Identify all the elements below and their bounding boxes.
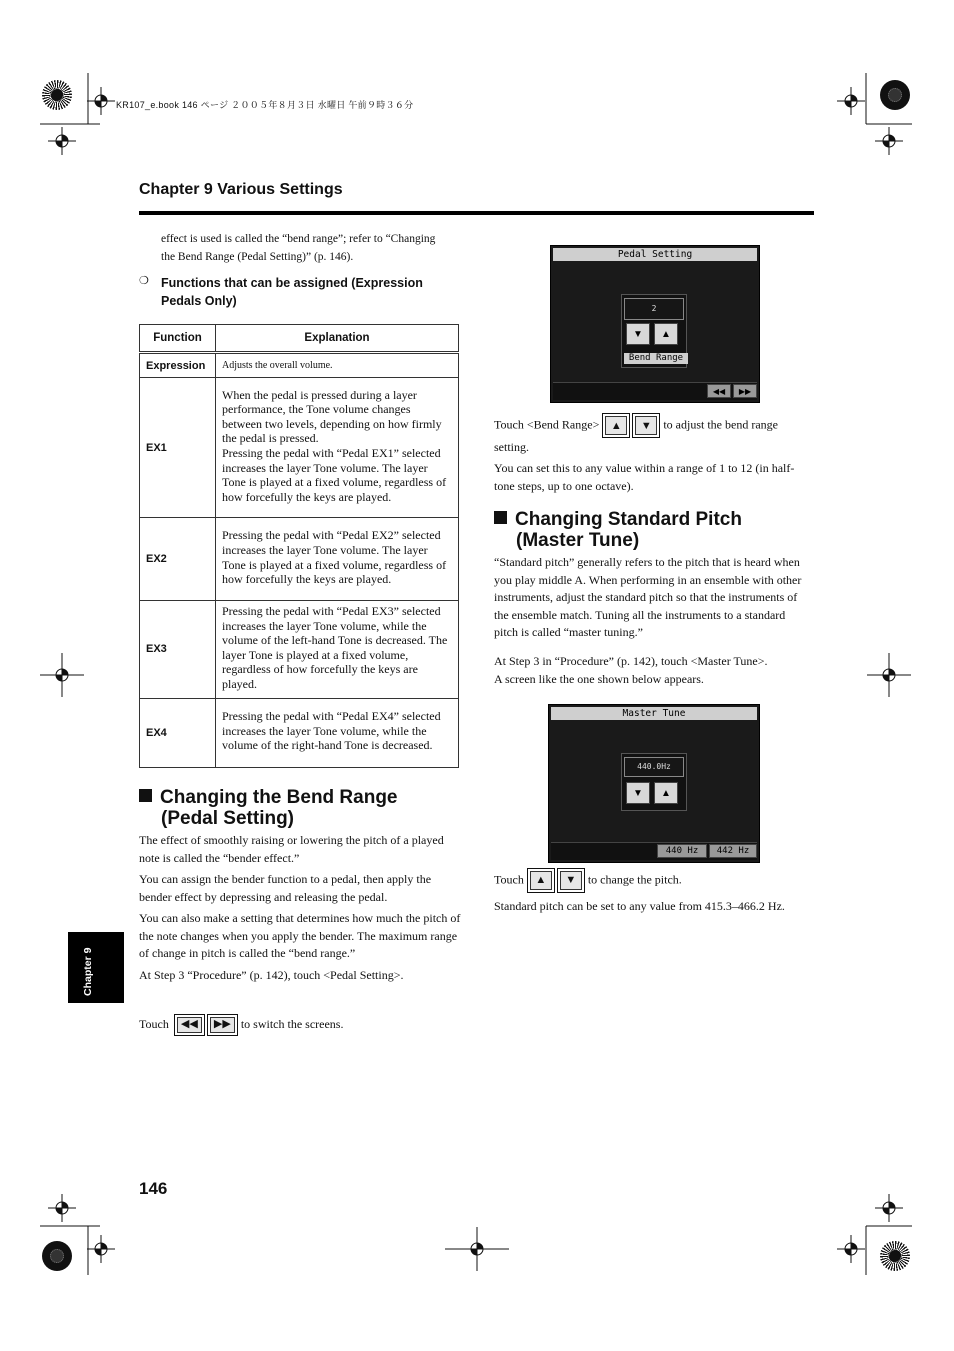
bend-range-body (139, 832, 461, 984)
screen-title: Pedal Setting (553, 248, 757, 261)
bend-range-button[interactable]: Bend Range (624, 353, 688, 364)
master-tune-screen (548, 704, 760, 863)
bend-range-touch-instruction (494, 413, 814, 456)
down-arrow-icon[interactable]: ▼ (632, 413, 660, 438)
master-tune-heading (494, 509, 814, 551)
function-cell: EX3 (140, 601, 216, 699)
up-arrow-icon[interactable]: ▲ (527, 868, 555, 893)
master-paragraph-2-line1: At Step 3 in “Procedure” (p. 142), touch <Master Tune>. (494, 654, 768, 668)
table-row (140, 601, 459, 699)
screen-bottom-bar (553, 382, 757, 400)
master-tune-value: 440.0Hz (624, 757, 684, 777)
rewind-icon[interactable]: ◀◀ (174, 1014, 205, 1036)
master-heading-line1: Changing Standard Pitch (515, 509, 742, 530)
pitch-touch-suffix: to change the pitch. (587, 872, 682, 887)
file-info-header: KR107_e.book 146 ページ ２００５年８月３日 水曜日 午前９時３６分 (116, 100, 414, 110)
master-heading-line2: (Master Tune) (516, 530, 640, 551)
explanation-cell: Pressing the pedal with “Pedal EX3” selected increases the layer Tone volume, while the volume of the left-hand Tone is decreased. The layer Tone is played at a fixed volume, regardless of how forcefully the keys are played. (216, 601, 459, 699)
explanation-cell: Adjusts the overall volume. (216, 353, 459, 378)
function-cell: Expression (140, 353, 216, 378)
side-tab-label: Chapter 9 (82, 947, 94, 996)
down-arrow-icon[interactable]: ▼ (557, 868, 585, 893)
bullet-icon: ❍ (139, 275, 149, 287)
switch-screens-text: to switch the screens. (240, 1016, 344, 1031)
pitch-touch-instruction (494, 868, 814, 893)
master-paragraph-1: “Standard pitch” generally refers to the pitch that is heard when you play middle A. When performing in an ensemble with other instruments, adjust the standard pitch so that the instruments of the ensemble match. Tuning all the instruments to a standard pitch is called “master tuning.” (494, 555, 802, 639)
functions-heading-text: Functions that can be assigned (Expression Pedals Only) (161, 276, 423, 308)
bend-heading-line2: (Pedal Setting) (161, 808, 295, 829)
preset-440-button[interactable]: 440 Hz (657, 844, 707, 858)
preset-442-button[interactable]: 442 Hz (709, 844, 757, 858)
screen-title: Master Tune (551, 707, 757, 720)
function-cell: EX4 (140, 698, 216, 767)
table-header: Explanation (216, 325, 459, 353)
bend-paragraph-1: The effect of smoothly raising or lowering the pitch of a played note is called the “bender effect.” (139, 833, 444, 865)
table-row (140, 378, 459, 518)
bend-range-value: 2 (624, 298, 684, 320)
up-arrow-icon[interactable]: ▲ (602, 413, 630, 438)
bend-paragraph-3: You can also make a setting that determines how much the pitch of the note changes when you apply the bender. The maximum range of change in pitch is called the “bend range.” (139, 911, 461, 960)
table-row (140, 698, 459, 767)
table-row (140, 518, 459, 601)
screen-bottom-bar (551, 842, 757, 860)
master-paragraph-2-line2: A screen like the one shown below appears. (494, 672, 704, 686)
section-square-icon (139, 789, 152, 802)
functions-heading (139, 274, 459, 310)
switch-screens-instruction (139, 1014, 469, 1036)
chapter-side-tab (68, 932, 124, 1003)
function-cell: EX2 (140, 518, 216, 601)
functions-table (139, 324, 459, 768)
page-number: 146 (139, 1179, 168, 1198)
pedal-setting-screen (550, 245, 760, 403)
chapter-title: Chapter 9 Various Settings (139, 181, 343, 198)
up-arrow-icon[interactable]: ▲ (654, 323, 678, 345)
fast-forward-icon[interactable]: ▶▶ (733, 384, 757, 398)
bend-touch-prefix: Touch <Bend Range> (494, 417, 600, 432)
table-header-row (140, 325, 459, 353)
touch-label: Touch (139, 1016, 169, 1031)
table-row (140, 353, 459, 378)
intro-paragraph: effect is used is called the “bend range”; refer to “Changing the Bend Range (Pedal Setting)” (p. 146). (161, 233, 436, 263)
pitch-touch-prefix: Touch (494, 872, 524, 887)
pitch-range-note: Standard pitch can be set to any value from 415.3–466.2 Hz. (494, 899, 785, 913)
bend-heading-line1: Changing the Bend Range (160, 787, 398, 808)
master-tune-panel (621, 753, 687, 811)
explanation-cell: When the pedal is pressed during a layer performance, the Tone volume changes between two levels, depending on how firmly the pedal is pressed. Pressing the pedal with “Pedal EX1” selected increases the layer Tone volume. The layer Tone is played at a fixed volume, regardless of how forcefully the keys are played. (216, 378, 459, 518)
bend-range-note: You can set this to any value within a range of 1 to 12 (in half-tone steps, up to one octave). (494, 461, 795, 493)
down-arrow-icon[interactable]: ▼ (626, 323, 650, 345)
bend-touch-suffix: to adjust the bend range setting. (494, 417, 778, 454)
function-cell: EX1 (140, 378, 216, 518)
explanation-cell: Pressing the pedal with “Pedal EX4” selected increases the layer Tone volume, while the volume of the right-hand Tone is decreased. (216, 698, 459, 767)
bend-range-heading (139, 787, 459, 829)
chapter-rule (139, 211, 814, 215)
bend-paragraph-4: At Step 3 “Procedure” (p. 142), touch <Pedal Setting>. (139, 967, 404, 982)
explanation-cell: Pressing the pedal with “Pedal EX2” selected increases the layer Tone volume. The layer Tone is played at a fixed volume, regardless of how forcefully the keys are played. (216, 518, 459, 601)
rewind-icon[interactable]: ◀◀ (707, 384, 731, 398)
section-square-icon (494, 511, 507, 524)
fast-forward-icon[interactable]: ▶▶ (207, 1014, 238, 1036)
down-arrow-icon[interactable]: ▼ (626, 782, 650, 804)
bend-paragraph-2: You can assign the bender function to a pedal, then apply the bender effect by depressing and releasing the pedal. (139, 872, 432, 904)
table-header: Function (140, 325, 216, 353)
up-arrow-icon[interactable]: ▲ (654, 782, 678, 804)
